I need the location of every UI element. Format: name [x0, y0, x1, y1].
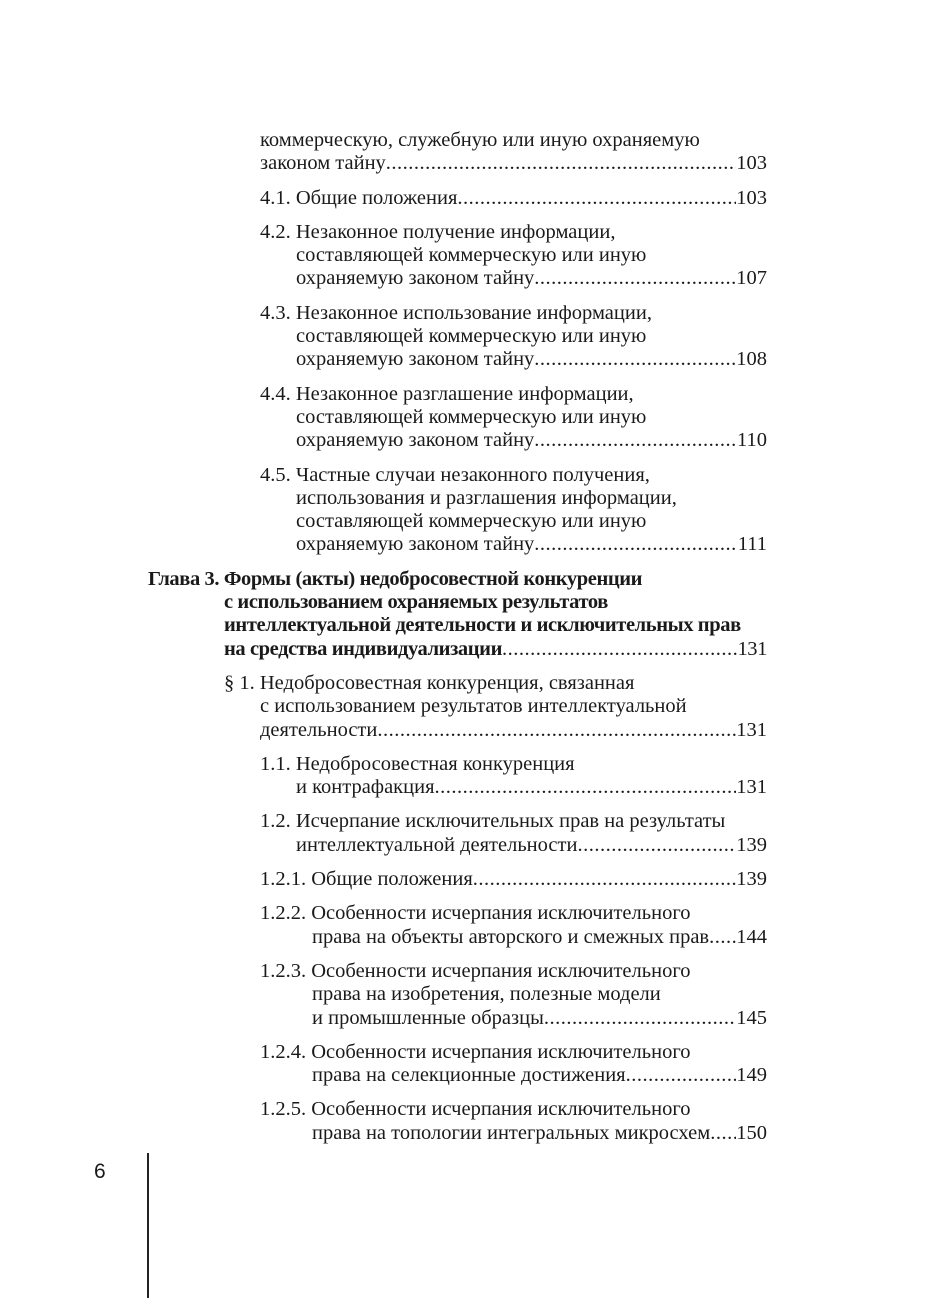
toc-entry: [0, 960, 934, 1030]
dot-leader: [457, 187, 736, 210]
dot-leader: [577, 834, 736, 857]
toc-entry: [0, 1098, 934, 1145]
toc-entry-text: и промышленные образцы: [312, 1006, 544, 1029]
toc-entry: [0, 129, 934, 176]
toc-entry-text: права на селекционные достижения: [312, 1064, 626, 1087]
dot-leader: [534, 429, 737, 452]
toc-entry-last-line: [312, 1122, 767, 1145]
toc-entry-last-line: [312, 1064, 767, 1087]
toc-entry-last-line: [312, 1007, 767, 1030]
toc-entry-text: 1.2.1. Общие положения: [260, 868, 473, 891]
toc-entry: [0, 753, 934, 800]
table-of-contents: [0, 129, 934, 1156]
toc-entry-text: и контрафакция: [296, 776, 435, 799]
toc-page-number: 103: [736, 186, 767, 209]
toc-entry: [0, 187, 934, 210]
dot-leader: [534, 533, 737, 556]
toc-entry-text: интеллектуальной деятельности и исключительных прав: [224, 614, 741, 637]
toc-entry-text: 4.1. Общие положения: [260, 186, 458, 209]
toc-entry: [0, 221, 934, 291]
dot-leader: [502, 638, 737, 661]
dot-leader: [626, 1064, 737, 1087]
margin-rule: [147, 1153, 149, 1298]
dot-leader: [544, 1007, 736, 1030]
toc-entry-text: 4.4. Незаконное разглашение информации,: [260, 382, 634, 405]
toc-entry-text: 1.2.5. Особенности исчерпания исключительного: [260, 1098, 691, 1121]
toc-entry-text: охраняемую законом тайну: [296, 429, 535, 452]
toc-entry-text: охраняемую законом тайну: [296, 348, 535, 371]
toc-entry-last-line: [296, 348, 767, 371]
toc-entry-text: составляющей коммерческую или иную: [296, 325, 647, 348]
toc-entry-last-line: [296, 267, 767, 290]
dot-leader: [377, 719, 736, 742]
toc-entry: [0, 302, 934, 372]
toc-entry-last-line: [312, 926, 767, 949]
toc-page-number: 107: [736, 267, 767, 290]
toc-entry-text: с использованием охраняемых результатов: [224, 591, 608, 614]
toc-entry-last-line: [260, 868, 767, 891]
toc-entry: [0, 383, 934, 453]
toc-entry-text: 4.2. Незаконное получение информации,: [260, 220, 616, 243]
toc-entry-text: законом тайну: [260, 152, 386, 175]
dot-leader: [710, 1122, 736, 1145]
toc-entry: [0, 568, 934, 661]
toc-page-number: 108: [736, 348, 767, 371]
toc-entry: [0, 902, 934, 949]
toc-entry: [0, 868, 934, 891]
toc-entry-text: права на топологии интегральных микросхем: [312, 1121, 711, 1144]
toc-entry-text: 4.3. Незаконное использование информации,: [260, 301, 652, 324]
toc-entry-last-line: [296, 429, 767, 452]
toc-page-number: 139: [736, 868, 767, 891]
toc-page-number: 149: [736, 1064, 767, 1087]
toc-entry-text: составляющей коммерческую или иную: [296, 510, 647, 533]
toc-entry-last-line: [296, 776, 767, 799]
toc-page-number: 103: [736, 152, 767, 175]
toc-entry-text: составляющей коммерческую или иную: [296, 405, 647, 428]
dot-leader: [709, 926, 736, 949]
toc-page-number: 131: [736, 776, 767, 799]
toc-entry: [0, 810, 934, 857]
toc-entry-last-line: [296, 533, 767, 556]
toc-entry-text: охраняемую законом тайну: [296, 267, 535, 290]
toc-entry-text: права на объекты авторского и смежных прав: [312, 925, 710, 948]
dot-leader: [386, 152, 736, 175]
dot-leader: [534, 267, 736, 290]
dot-leader: [435, 776, 737, 799]
toc-entry-text: деятельности: [260, 718, 378, 741]
toc-entry-last-line: [260, 152, 767, 175]
toc-entry-text: использования и разглашения информации,: [296, 486, 677, 509]
toc-entry-text: 1.2.2. Особенности исчерпания исключительного: [260, 902, 691, 925]
toc-page-number: 144: [736, 925, 767, 948]
toc-page-number: 150: [736, 1121, 767, 1144]
toc-page-number: 110: [737, 429, 767, 452]
toc-page-number: 131: [737, 637, 767, 660]
toc-page-number: 131: [736, 718, 767, 741]
toc-entry-last-line: [260, 719, 767, 742]
toc-entry-text: 1.1. Недобросовестная конкуренция: [260, 752, 575, 775]
toc-page-number: 145: [736, 1006, 767, 1029]
toc-entry: [0, 1041, 934, 1088]
toc-entry-last-line: [296, 834, 767, 857]
toc-entry-text: 1.2.3. Особенности исчерпания исключительного: [260, 959, 691, 982]
page-number: 6: [94, 1160, 106, 1183]
toc-entry-text: 1.2.4. Особенности исчерпания исключительного: [260, 1040, 691, 1063]
dot-leader: [473, 868, 737, 891]
toc-entry-text: Глава 3. Формы (акты) недобросовестной конкуренции: [148, 567, 643, 590]
toc-page-number: 139: [736, 833, 767, 856]
toc-entry: [0, 464, 934, 557]
toc-entry-text: 1.2. Исчерпание исключительных прав на результаты: [260, 810, 726, 833]
toc-entry-last-line: [224, 638, 767, 661]
toc-entry-text: коммерческую, служебную или иную охраняемую: [260, 129, 700, 151]
toc-entry-text: интеллектуальной деятельности: [296, 833, 578, 856]
toc-entry: [0, 672, 934, 742]
toc-entry-text: 4.5. Частные случаи незаконного получения,: [260, 463, 650, 486]
dot-leader: [534, 348, 736, 371]
toc-page-number: 111: [737, 533, 767, 556]
toc-entry-text: охраняемую законом тайну: [296, 533, 535, 556]
toc-entry-text: составляющей коммерческую или иную: [296, 244, 647, 267]
toc-entry-text: § 1. Недобросовестная конкуренция, связанная: [224, 671, 635, 694]
toc-entry-last-line: [260, 187, 767, 210]
toc-entry-text: на средства индивидуализации: [224, 637, 503, 660]
toc-entry-text: с использованием результатов интеллектуальной: [260, 695, 687, 718]
toc-entry-text: права на изобретения, полезные модели: [312, 983, 661, 1006]
